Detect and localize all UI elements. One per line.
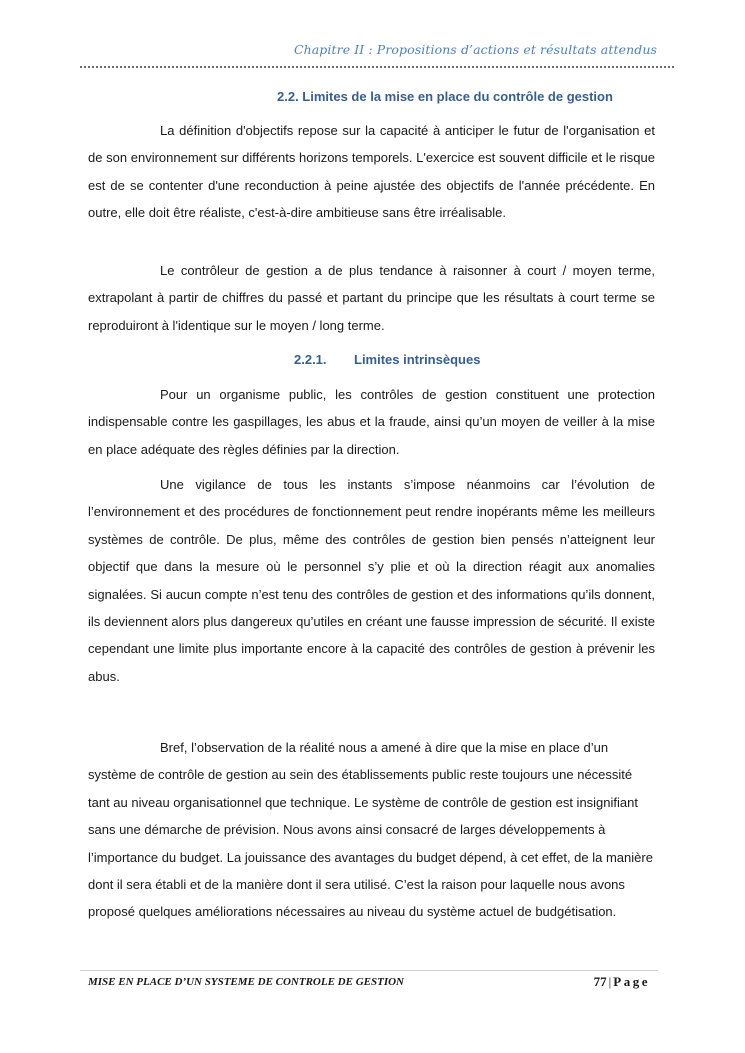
footer-divider: [80, 970, 658, 971]
subsection-paragraph-2: Une vigilance de tous les instants s’impose néanmoins car l’évolution de l’environnement et des procédures de fonctionnement peut rendre inopérants même les meilleurs systèmes de contrôle. De plus, même des contrôles de gestion bien pensés n’atteignent leur objectif que dans la mesure où le personnel s’y plie et où la direction réagit aux anomalies signalées. Si aucun compte n’est tenu des contrôles de gestion et des informations qu’ils donnent, ils deviennent alors plus dangereux qu’utiles en créant une fausse impression de sécurité. Il existe cependant une limite plus importante encore à la capacité des contrôles de gestion à prévenir les abus.: [88, 477, 655, 684]
page-separator: |: [608, 974, 612, 989]
subsection-heading: [294, 352, 480, 367]
subsection-number: 2.2.1.: [294, 352, 327, 367]
page-label: Page: [613, 974, 650, 989]
section-heading: 2.2. Limites de la mise en place du contrôle de gestion: [277, 89, 613, 104]
section-paragraph-2: Le contrôleur de gestion a de plus tendance à raisonner à court / moyen terme, extrapolant à partir de chiffres du passé et partant du principe que les résultats à court terme se reproduiront à l'identique sur le moyen / long terme.: [88, 263, 655, 333]
subsection-title: Limites intrinsèques: [354, 352, 481, 367]
subsection-paragraph-1: Pour un organisme public, les contrôles de gestion constituent une protection indispensable contre les gaspillages, les abus et la fraude, ainsi qu’un moyen de veiller à la mise en place adéquate des règles définies par la direction.: [88, 387, 655, 457]
chapter-header: Chapitre II : Propositions d’actions et résultats attendus: [293, 42, 657, 57]
page-number: 77: [593, 974, 607, 989]
footer-document-title: MISE EN PLACE D’UN SYSTEME DE CONTROLE DE GESTION: [88, 976, 404, 988]
header-divider: [80, 66, 674, 68]
conclusion-paragraph: Bref, l’observation de la réalité nous a amené à dire que la mise en place d’un système de contrôle de gestion au sein des établissements public reste toujours une nécessité tant au niveau organisationnel que technique. Le système de contrôle de gestion est insignifiant sans une démarche de prévision. Nous avons ainsi consacré de larges développements à l’importance du budget. La jouissance des avantages du budget dépend, à cet effet, de la manière dont il sera établi et de la manière dont il sera utilisé. C’est la raison pour laquelle nous avons proposé quelques améliorations nécessaires au niveau du système actuel de budgétisation.: [88, 740, 653, 920]
page-indicator: [594, 974, 650, 990]
section-paragraph-1: La définition d'objectifs repose sur la capacité à anticiper le futur de l'organisation et de son environnement sur différents horizons temporels. L'exercice est souvent difficile et le risque est de se contenter d'une reconduction à peine ajustée des objectifs de l'année précédente. En outre, elle doit être réaliste, c'est-à-dire ambitieuse sans être irréalisable.: [88, 123, 655, 221]
